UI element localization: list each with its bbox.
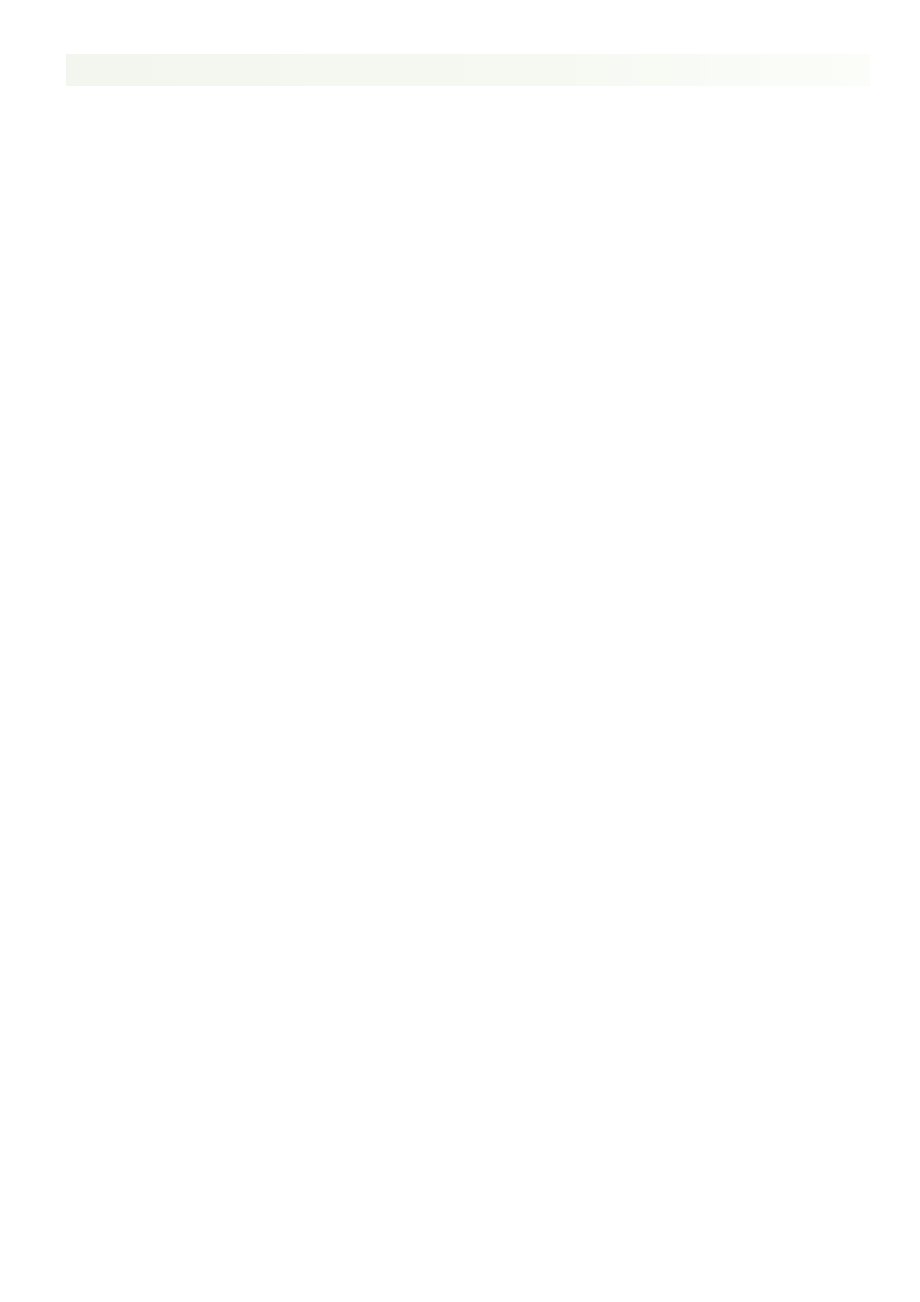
document-body xyxy=(66,48,858,86)
section-heading xyxy=(66,54,870,86)
